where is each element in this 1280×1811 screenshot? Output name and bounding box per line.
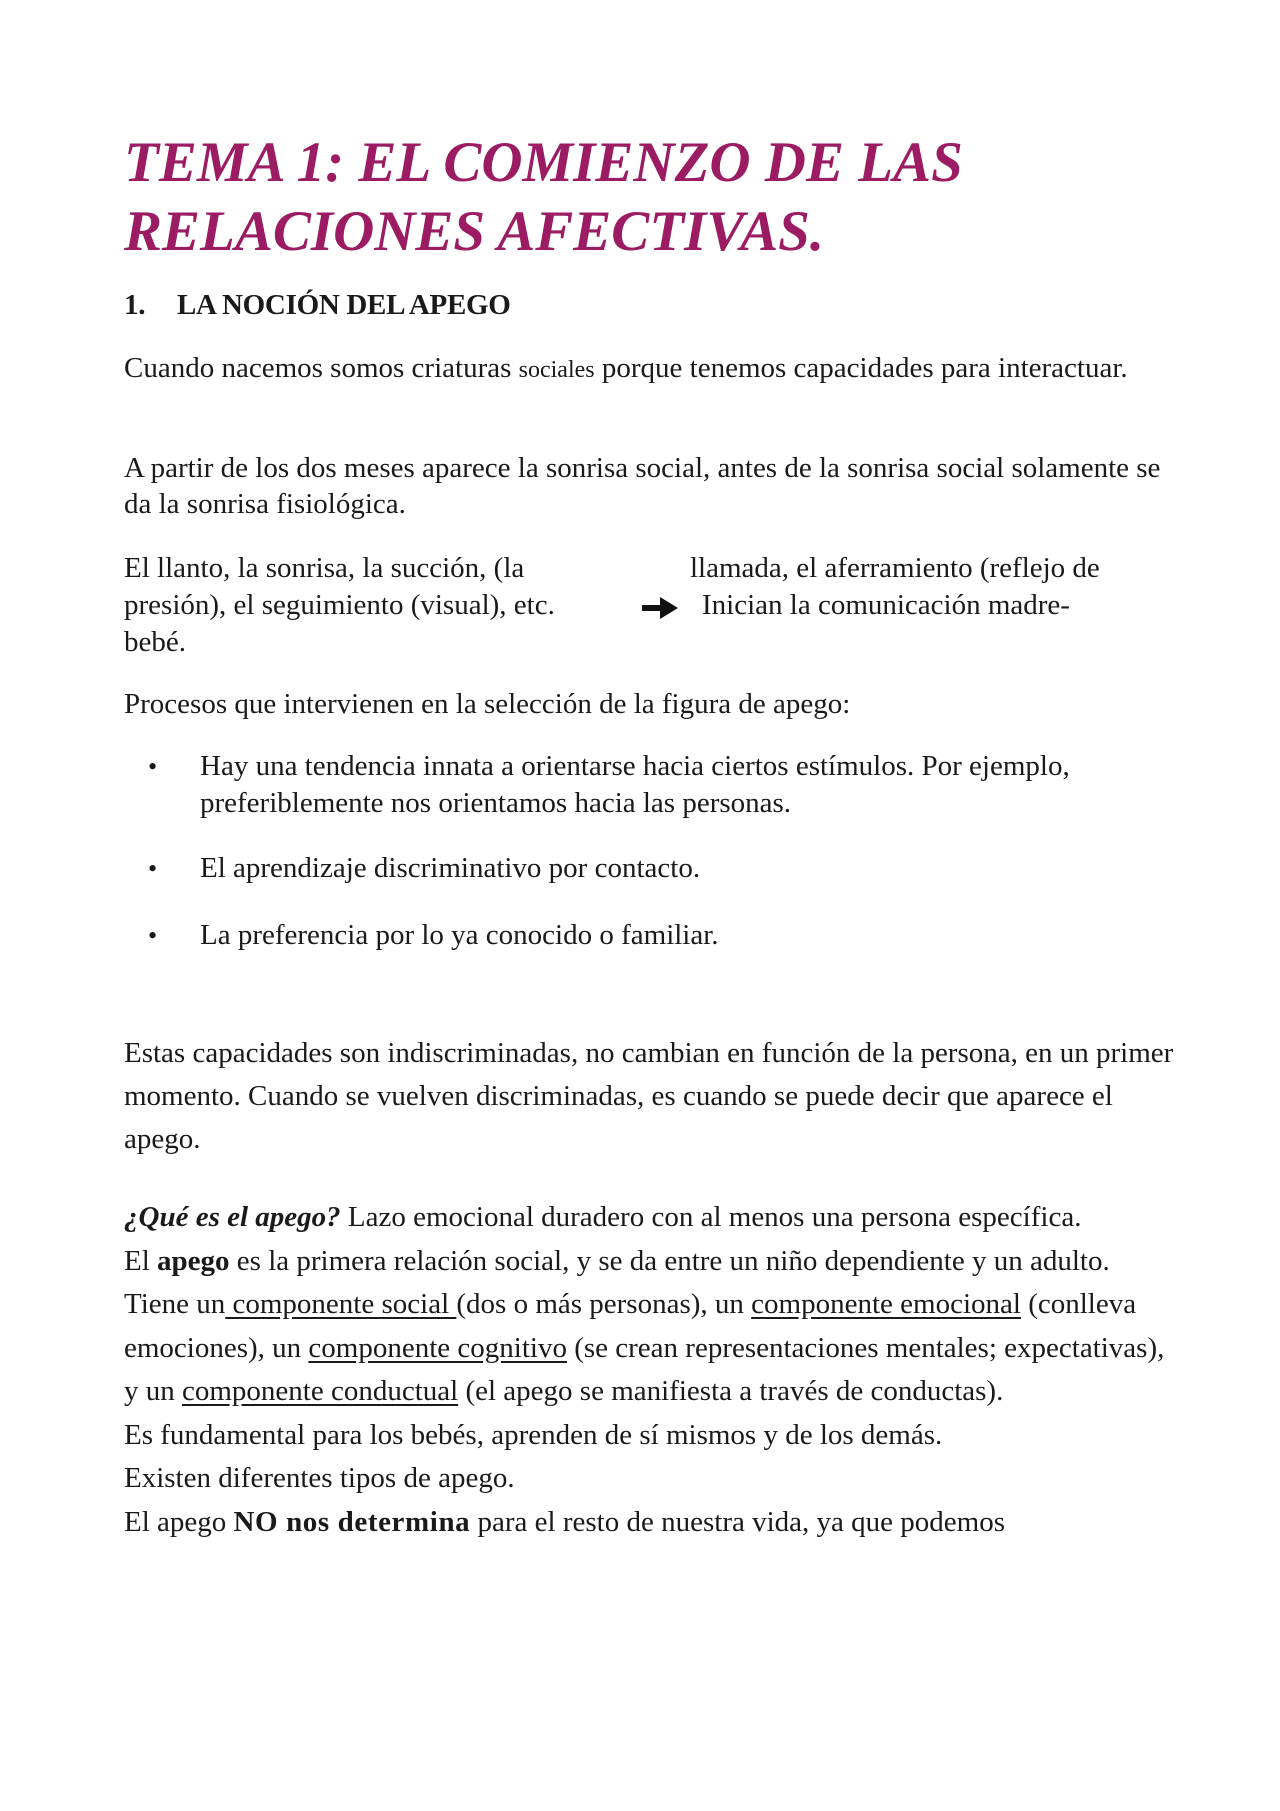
paragraph-social-smile: A partir de los dos meses aparece la sonrisa social, antes de la sonrisa social solamente se da la sonrisa fisiológica. bbox=[124, 452, 1161, 520]
component-emotional: componente emocional bbox=[751, 1288, 1021, 1320]
list-item-text: Hay una tendencia innata a orientarse hacia ciertos estímulos. Por ejemplo, preferiblemente nos orientamos hacia las personas. bbox=[200, 750, 1070, 819]
bullet-icon: • bbox=[148, 752, 158, 781]
p1-text-a: Cuando nacemos somos criaturas bbox=[124, 352, 519, 384]
component-behavioral: componente conductual bbox=[182, 1375, 459, 1407]
process-list bbox=[124, 748, 1184, 982]
list-item bbox=[124, 917, 1184, 954]
apego-definition: Lazo emocional duradero con al menos una persona específica. bbox=[340, 1201, 1082, 1233]
paragraph-social-creatures bbox=[124, 350, 1184, 388]
component-behavioral-desc: (el apego se manifiesta a través de conductas). bbox=[458, 1375, 1004, 1407]
bullet-icon: • bbox=[148, 854, 158, 883]
capacities-line-2: presión), el seguimiento (visual), etc. bbox=[124, 589, 555, 621]
p1-text-b: porque tenemos capacidades para interactuar. bbox=[594, 352, 1128, 384]
apego-l6-pre: El apego bbox=[124, 1505, 234, 1538]
page-title bbox=[124, 128, 1164, 266]
component-social: componente social bbox=[225, 1288, 457, 1320]
apego-components bbox=[124, 1283, 1184, 1414]
paragraph-capacities-right bbox=[690, 550, 1170, 624]
component-social-desc: (dos o más personas), un bbox=[456, 1288, 752, 1320]
title-line-2: RELACIONES AFECTIVAS. bbox=[124, 200, 825, 263]
apego-question-line bbox=[124, 1196, 1184, 1240]
paragraph-capacities-left bbox=[124, 550, 644, 661]
apego-first-relation bbox=[124, 1240, 1184, 1284]
bullet-icon: • bbox=[148, 921, 158, 950]
component-cognitive: componente cognitivo bbox=[308, 1331, 567, 1364]
apego-question: ¿Qué es el apego? bbox=[124, 1201, 341, 1233]
capacities-line-1: El llanto, la sonrisa, la succión, (la bbox=[124, 552, 525, 584]
list-item-text: La preferencia por lo ya conocido o familiar. bbox=[200, 919, 719, 951]
section-title: LA NOCIÓN DEL APEGO bbox=[177, 289, 511, 321]
components-intro: Tiene un bbox=[124, 1288, 226, 1320]
section-number: 1. bbox=[124, 289, 146, 321]
apego-l6-bold: NO nos determina bbox=[233, 1505, 471, 1538]
apego-l2-bold: apego bbox=[157, 1244, 230, 1277]
apego-l6-post: para el resto de nuestra vida, ya que podemos bbox=[470, 1505, 1005, 1538]
apego-definition-section bbox=[124, 1196, 1184, 1544]
component-cognitive-desc: (se crean representaciones mentales; expectativas), y un bbox=[124, 1331, 1165, 1407]
right-arrow-icon bbox=[642, 597, 678, 619]
paragraph-processes: Procesos que intervienen en la selección de la figura de apego: bbox=[124, 688, 851, 720]
capacities-line-3: bebé. bbox=[124, 626, 186, 658]
apego-types: Existen diferentes tipos de apego. bbox=[124, 1462, 515, 1494]
list-item bbox=[124, 748, 1184, 822]
section-heading bbox=[124, 287, 511, 323]
apego-l2-post: es la primera relación social, y se da entre un niño dependiente y un adulto. bbox=[229, 1244, 1110, 1277]
apego-l2-pre: El bbox=[124, 1244, 158, 1277]
capacities-right-line-1: llamada, el aferramiento (reflejo de bbox=[690, 552, 1100, 584]
apego-fundamental: Es fundamental para los bebés, aprenden de sí mismos y de los demás. bbox=[124, 1418, 943, 1451]
apego-not-determine bbox=[124, 1501, 1184, 1545]
p1-text-small: sociales bbox=[518, 357, 595, 383]
list-item bbox=[124, 850, 1184, 887]
title-line-1: TEMA 1: EL COMIENZO DE LAS bbox=[124, 131, 963, 194]
component-emotional-desc: (conlleva emociones), un bbox=[124, 1288, 1137, 1364]
list-item-text: El aprendizaje discriminativo por contacto. bbox=[200, 852, 701, 884]
paragraph-indiscriminate: Estas capacidades son indiscriminadas, no cambian en función de la persona, en un primer momento. Cuando se vuelven discriminadas, es cuando se puede decir que aparece el apego. bbox=[124, 1037, 1174, 1155]
capacities-right-line-2: Inician la comunicación madre- bbox=[702, 589, 1070, 621]
